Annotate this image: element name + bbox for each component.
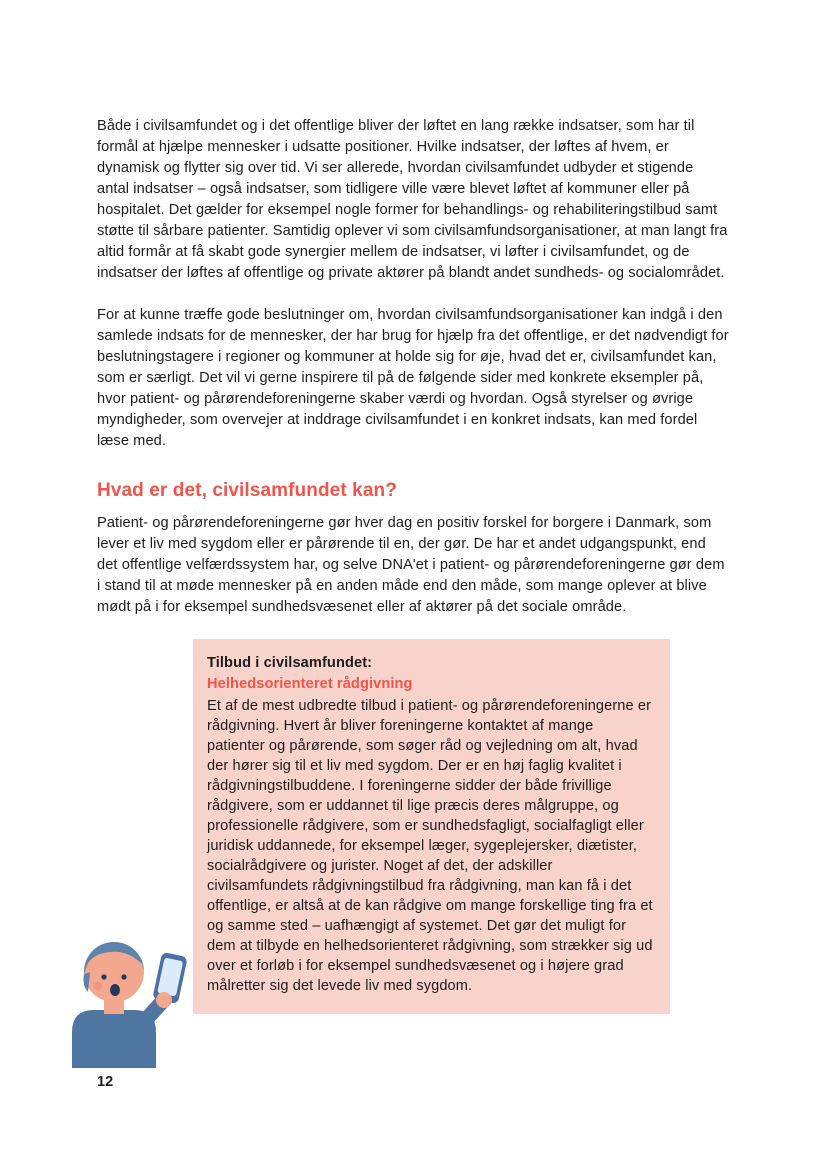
callout-box	[193, 639, 670, 1014]
intro-paragraph-2: For at kunne træffe gode beslutninger om, hvordan civilsamfundsorganisationer kan indgå i den samlede indsats for de mennesker, der har brug for hjælp fra det offentlige, er det nødvendigt for beslutningstagere i regioner og kommuner at holde sig for øje, hvad det er, civilsamfundet kan, som er særligt. Det vil vi gerne inspirere til på de følgende sider med konkrete eksempler på, hvor patient- og pårørendeforeningerne skaber værdi og hvordan. Også styrelser og øvrige myndigheder, som overvejer at inddrage civilsamfundet i en konkret indsats, kan med fordel læse med.	[97, 307, 729, 449]
callout-title: Tilbud i civilsamfundet:	[207, 655, 373, 671]
intro-paragraph-1: Både i civilsamfundet og i det offentlige bliver der løftet en lang række indsatser, som har til formål at hjælpe mennesker i udsatte positioner. Hvilke indsatser, der løftes af hvem, er dynamisk og flytter sig over tid. Vi ser allerede, hvordan civilsamfundet udbyder et stigende antal indsatser – også indsatser, som tidligere ville være blevet løftet af kommuner eller på hospitalet. Det gælder for eksempel nogle former for behandlings- og rehabiliteringstilbud samt støtte til sårbare patienter. Samtidig oplever vi som civilsamfundsorganisationer, at man langt fra altid formår at få skabt gode synergier mellem de indsatser, vi løfter i civilsamfundet, og de indsatser der løftes af offentlige og private aktører på blandt andet sundheds- og socialområdet.	[97, 118, 728, 281]
callout-subtitle: Helhedsorienteret rådgivning	[207, 676, 413, 692]
main-text-column	[97, 116, 729, 1014]
section-heading: Hvad er det, civilsamfundet kan?	[97, 480, 397, 501]
person-with-phone-illustration	[58, 920, 193, 1068]
person-with-phone-icon	[58, 920, 193, 1068]
callout-body: Et af de mest udbredte tilbud i patient- og pårørendeforeningerne er rådgivning. Hvert år bliver foreningerne kontaktet af mange patienter og pårørende, som søger råd og vejledning om alt, hvad der hører sig til et liv med sygdom. Der er en høj faglig kvalitet i rådgivningstilbuddene. I foreningerne sidder der både frivillige rådgivere, som er uddannet til lige præcis deres målgruppe, og professionelle rådgivere, som er sundhedsfagligt, socialfagligt eller juridisk uddannede, for eksempel læger, sygeplejersker, diætister, socialrådgivere og jurister. Noget af det, der adskiller civilsamfundets rådgivningstilbud fra rådgivning, man kan få i det offentlige, er altså at de kan rådgive om mange forskellige ting fra et og samme sted – uafhængigt af systemet. Det gør det muligt for dem at tilbyde en helhedsorienteret rådgivning, som strækker sig ud over et forløb i for eksempel sundhedsvæsenet og i højere grad målretter sig det levede liv med sygdom.	[207, 698, 653, 994]
section-paragraph: Patient- og pårørendeforeningerne gør hver dag en positiv forskel for borgere i Danmark, som lever et liv med sygdom eller er pårørende til en, der gør. De har et andet udgangspunkt, end det offentlige velfærdssystem har, og selve DNA'et i patient- og pårørendeforeningerne gør dem i stand til at møde mennesker på en anden måde end den måde, som mange oplever at blive mødt på i for eksempel sundhedsvæsenet eller af aktører på det sociale område.	[97, 515, 725, 615]
page-number: 12	[97, 1074, 114, 1090]
